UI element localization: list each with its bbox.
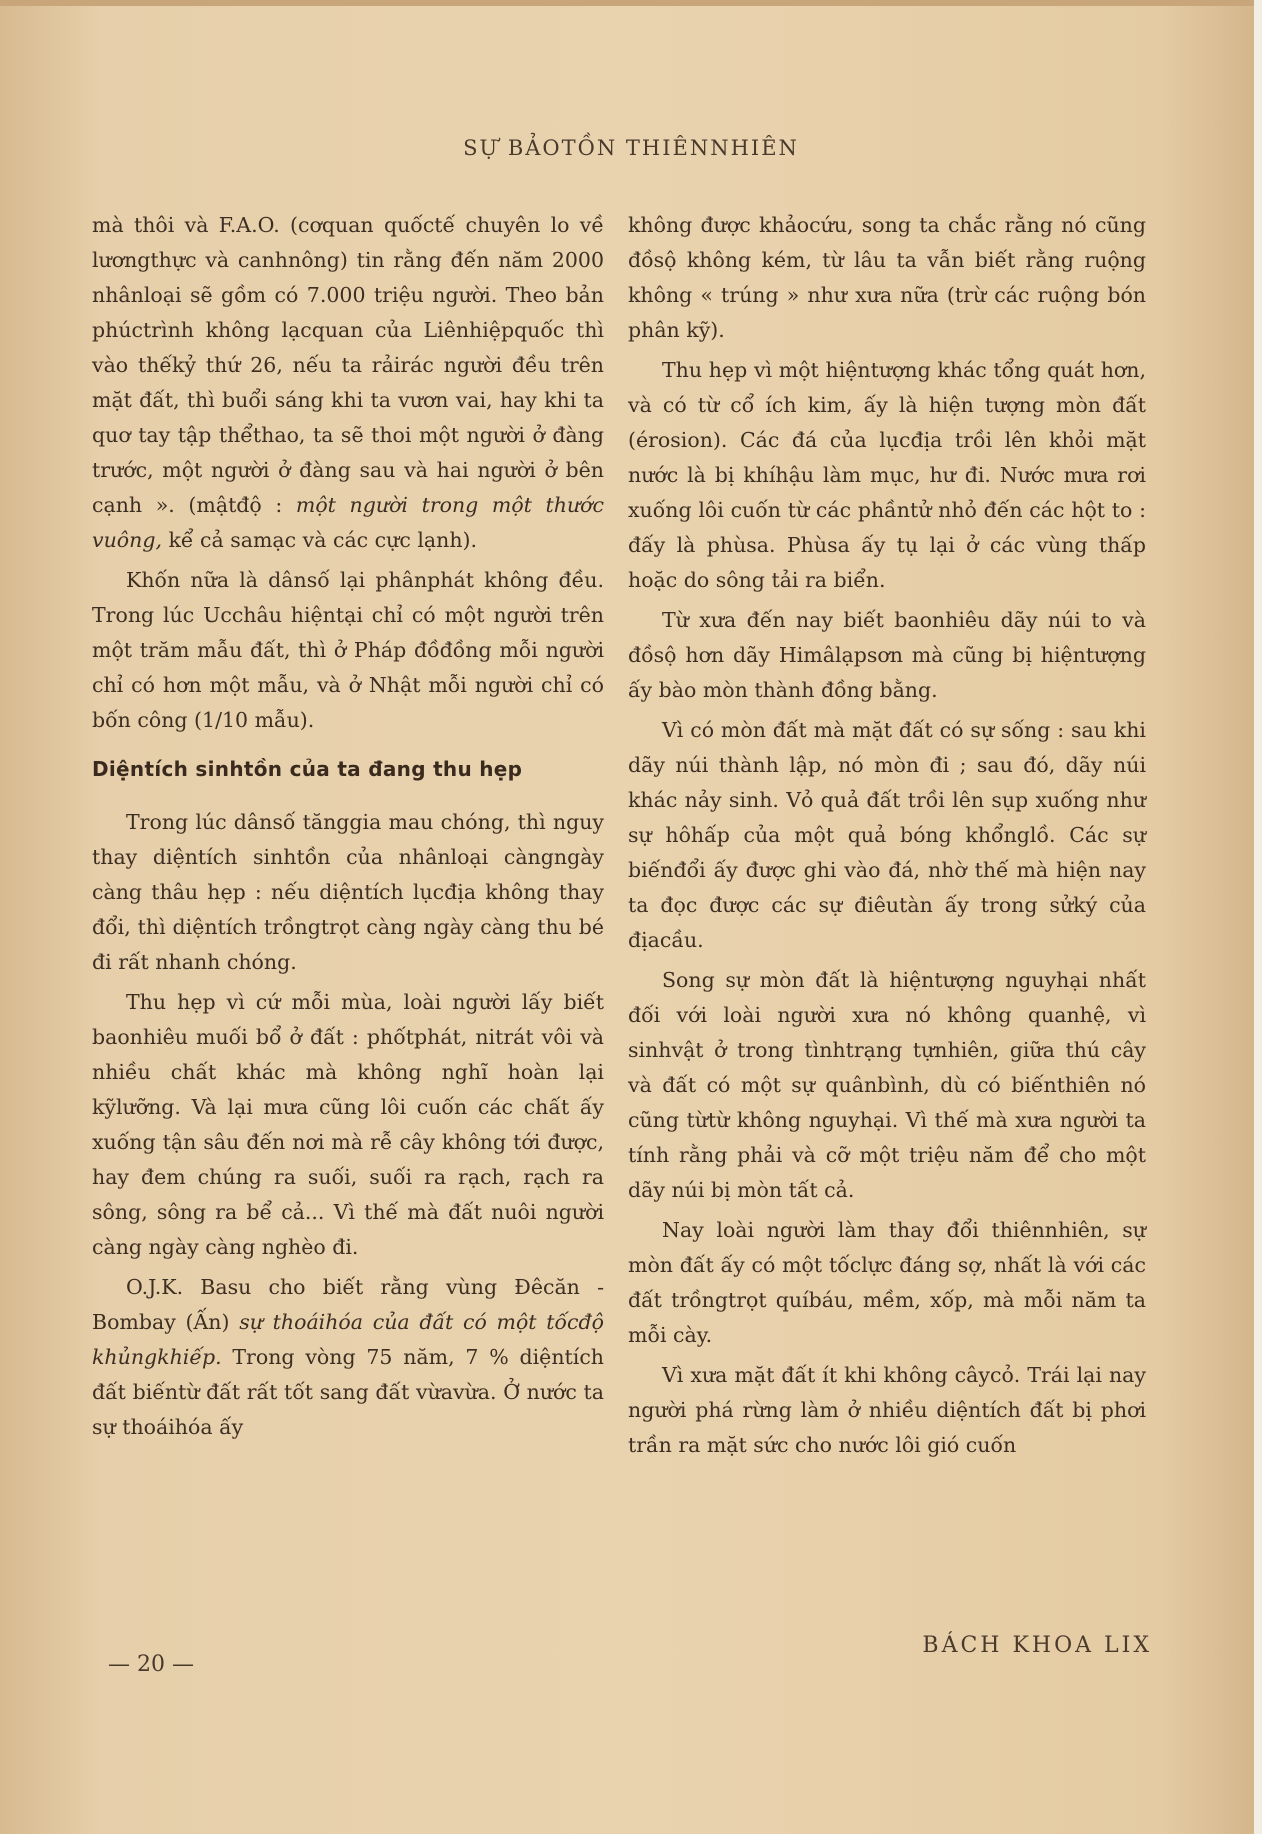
paragraph-text: mà thôi và F.A.O. (cơquan quốctế chuyên lo về lươngthực và canhnông) tin rằng đến năm 2000 nhânloại sẽ gồm có 7.000 triệu người. Theo bản phúctrình không lạcquan của Liênhiệpquốc thì vào thếkỷ thứ 26, nếu ta rảirác người đều trên mặt đất, thì buổi sáng khi ta vươn vai, hay khi ta quơ tay tập thểthao, ta sẽ thoi một người ở đàng trước, một người ở đàng sau và hai người ở bên cạnh ». [92,213,604,517]
page-top-edge [0,0,1262,6]
italic-emphasis: sự thoáihóa của đất có một tốcđộ khủngkhiếp. [92,1310,604,1369]
paragraph: Thu hẹp vì một hiệntượng khác tổng quát hơn, và có từ cổ ích kim, ấy là hiện tượng mòn đất (érosion). Các đá của lụcđịa trồi lên khỏi mặt nước là bị khíhậu làm mục, hư đi. Nước mưa rơi xuống lôi cuốn từ các phầntử nhỏ đến các hột to : đấy là phùsa. Phùsa ấy tụ lại ở các vùng thấp hoặc do sông tải ra biển. [628,358,1146,592]
paragraph-text: O.J.K. Basu cho biết rằng vùng Đêcăn - Bombay (Ấn) [92,1275,604,1334]
note-open: (mậtđộ : [188,493,296,517]
section-heading: Diệntích sinhtồn của ta đang thu hẹp [92,757,523,781]
running-header: SỰ BẢOTỒN THIÊNNHIÊN [463,136,799,160]
paragraph: Vì xưa mặt đất ít khi không câycỏ. Trái lại nay người phá rừng làm ở nhiều diệntích đất bị phơi trần ra mặt sức cho nước lôi gió cuốn [628,1363,1146,1457]
paragraph: Khốn nữa là dânsố lại phânphát không đều. Trong lúc Ucchâu hiệntại chỉ có một người trên một trăm mẫu đất, thì ở Pháp đồđồng mỗi người chỉ có hơn một mẫu, và ở Nhật mỗi người chỉ có bốn công (1/10 mẫu). [92,568,604,732]
paragraph: Trong lúc dânsố tănggia mau chóng, thì nguy thay diệntích sinhtồn của nhânloại càngngày càng thâu hẹp : nếu diệntích lụcđịa không thay đổi, thì diệntích trồngtrọt càng ngày càng thu bé đi rất nhanh chóng. [92,810,604,974]
note-italic: một người trong một thước vuông, [92,493,604,552]
publication-footer: BÁCH KHOA LIX [922,1633,1152,1658]
left-column [92,208,604,1450]
page-right-edge [1254,0,1262,1834]
paragraph: Song sự mòn đất là hiệntượng nguyhại nhất đối với loài người xưa nó không quanhệ, vì sinhvật ở trong tìnhtrạng tựnhiên, giữa thú cây và đất có một sự quânbình, dù có biếnthiên nó cũng từtừ không nguyhại. Vì thế mà xưa người ta tính rằng phải và cỡ một triệu năm để cho một dãy núi bị mòn tất cả. [628,968,1146,1202]
paragraph: Từ xưa đến nay biết baonhiêu dãy núi to và đồsộ hơn dãy Himâlạpsơn mà cũng bị hiệntượng ấy bào mòn thành đồng bằng. [628,608,1146,702]
paragraph: Thu hẹp vì cứ mỗi mùa, loài người lấy biết baonhiêu muối bổ ở đất : phốtphát, nitrát vôi và nhiều chất khác mà không nghĩ hoàn lại kỹlưỡng. Và lại mưa cũng lôi cuốn các chất ấy xuống tận sâu đến nơi mà rễ cây không tới được, hay đem chúng ra suối, suối ra rạch, rạch ra sông, sông ra bể cả... Vì thế mà đất nuôi người càng ngày càng nghèo đi. [92,990,604,1259]
paragraph [92,1270,604,1445]
paragraph: không được khảocứu, song ta chắc rằng nó cũng đồsộ không kém, từ lâu ta vẫn biết rằng ruộng không « trúng » như xưa nữa (trừ các ruộng bón phân kỹ). [628,213,1146,342]
page-number: — 20 — [108,1652,194,1677]
note-close: kể cả samạc và các cực lạnh). [161,528,478,552]
paragraph [92,208,604,558]
right-column [628,208,1146,1468]
paragraph: Vì có mòn đất mà mặt đất có sự sống : sau khi dãy núi thành lập, nó mòn đi ; sau đó, dãy núi khác nảy sinh. Vỏ quả đất trồi lên sụp xuống như sự hôhấp của một quả bóng khổnglồ. Các sự biếnđổi ấy được ghi vào đá, nhờ thế mà hiện nay ta đọc được các sự điêutàn ấy trong sửký của địacầu. [628,718,1146,952]
paragraph: Nay loài người làm thay đổi thiênnhiên, sự mòn đất ấy có một tốclực đáng sợ, nhất là với các đất trồngtrọt quíbáu, mềm, xốp, mà mỗi năm ta mỗi cày. [628,1218,1146,1347]
paragraph-text: Trong vòng 75 năm, 7 % diệntích đất biếntừ đất rất tốt sang đất vừavừa. Ở nước ta sự thoáihóa ấy [92,1345,604,1439]
